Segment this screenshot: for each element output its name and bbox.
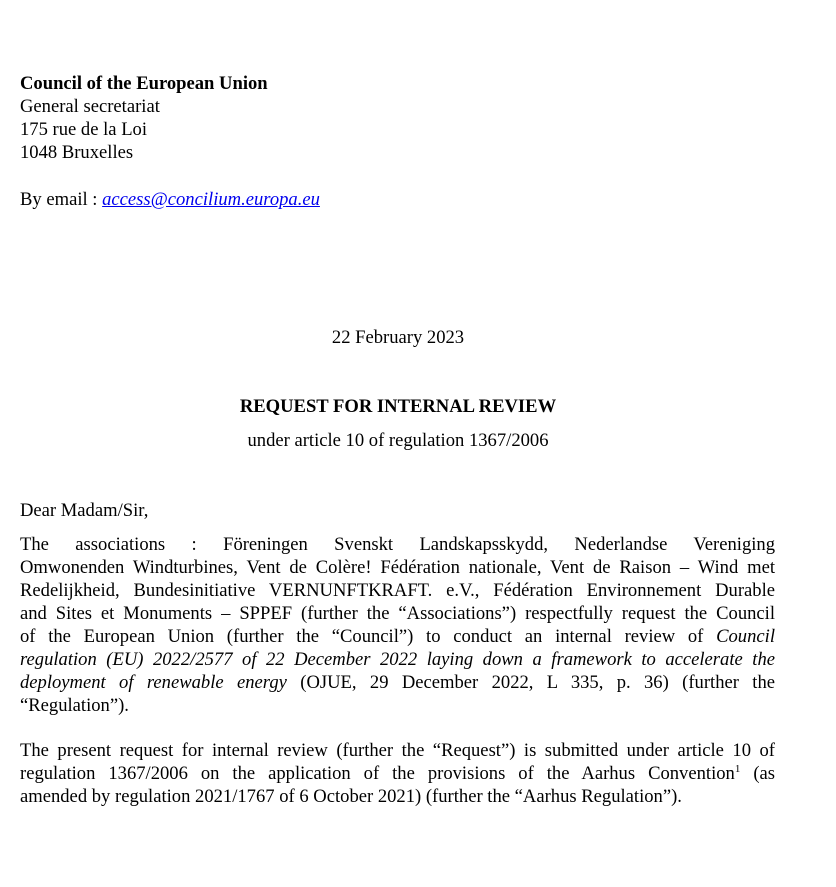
letter-date: 22 February 2023 xyxy=(331,327,465,348)
paragraph-line xyxy=(20,762,775,785)
paragraph-associations xyxy=(20,533,775,717)
paragraph-line: The present request for internal review (further the “Request”) is submitted under article 10 of xyxy=(20,740,775,761)
recipient-street: 175 rue de la Loi xyxy=(20,119,148,140)
email-line xyxy=(20,188,320,211)
document-title: REQUEST FOR INTERNAL REVIEW xyxy=(239,396,557,417)
paragraph-line xyxy=(20,625,775,648)
recipient-city: 1048 Bruxelles xyxy=(20,142,134,163)
paragraph-line: “Regulation”). xyxy=(20,695,129,716)
recipient-department: General secretariat xyxy=(20,96,160,117)
aarhus-text: regulation 1367/2006 on the application of the provisions of the Aarhus Convention xyxy=(20,763,735,784)
paragraph-line: The associations : Föreningen Svenskt Landskapsskydd, Nederlandse Vereniging xyxy=(20,534,775,555)
document-subtitle: under article 10 of regulation 1367/2006 xyxy=(247,430,549,451)
aarhus-text-end: (as xyxy=(740,763,775,784)
recipient-organization: Council of the European Union xyxy=(20,73,268,94)
paragraph-line: Redelijkheid, Bundesinitiative VERNUNFTKRAFT. e.V., Fédération Environnement Durable xyxy=(20,580,775,601)
salutation: Dear Madam/Sir, xyxy=(20,500,149,521)
email-label: By email : xyxy=(20,189,103,210)
regulation-title-end: deployment of renewable energy xyxy=(20,672,287,693)
regulation-title-start: Council xyxy=(716,626,775,647)
paragraph-line xyxy=(20,671,775,694)
email-link[interactable]: access@concilium.europa.eu xyxy=(102,189,320,210)
paragraph-line xyxy=(20,648,775,671)
review-request-text: of the European Union (further the “Council”) to conduct an internal review of xyxy=(20,626,704,647)
paragraph-line: Omwonenden Windturbines, Vent de Colère! Fédération nationale, Vent de Raison – Wind met xyxy=(20,557,775,578)
regulation-title-middle: regulation (EU) 2022/2577 of 22 December 2022 laying down a framework to accelerate the xyxy=(20,649,775,670)
paragraph-line: amended by regulation 2021/1767 of 6 October 2021) (further the “Aarhus Regulation”). xyxy=(20,786,682,807)
regulation-citation: (OJUE, 29 December 2022, L 335, p. 36) (further the xyxy=(286,672,776,693)
paragraph-line: and Sites et Monuments – SPPEF (further the “Associations”) respectfully request the Council xyxy=(20,603,775,624)
paragraph-request-basis xyxy=(20,739,775,808)
footnote-reference[interactable]: 1 xyxy=(734,763,741,775)
